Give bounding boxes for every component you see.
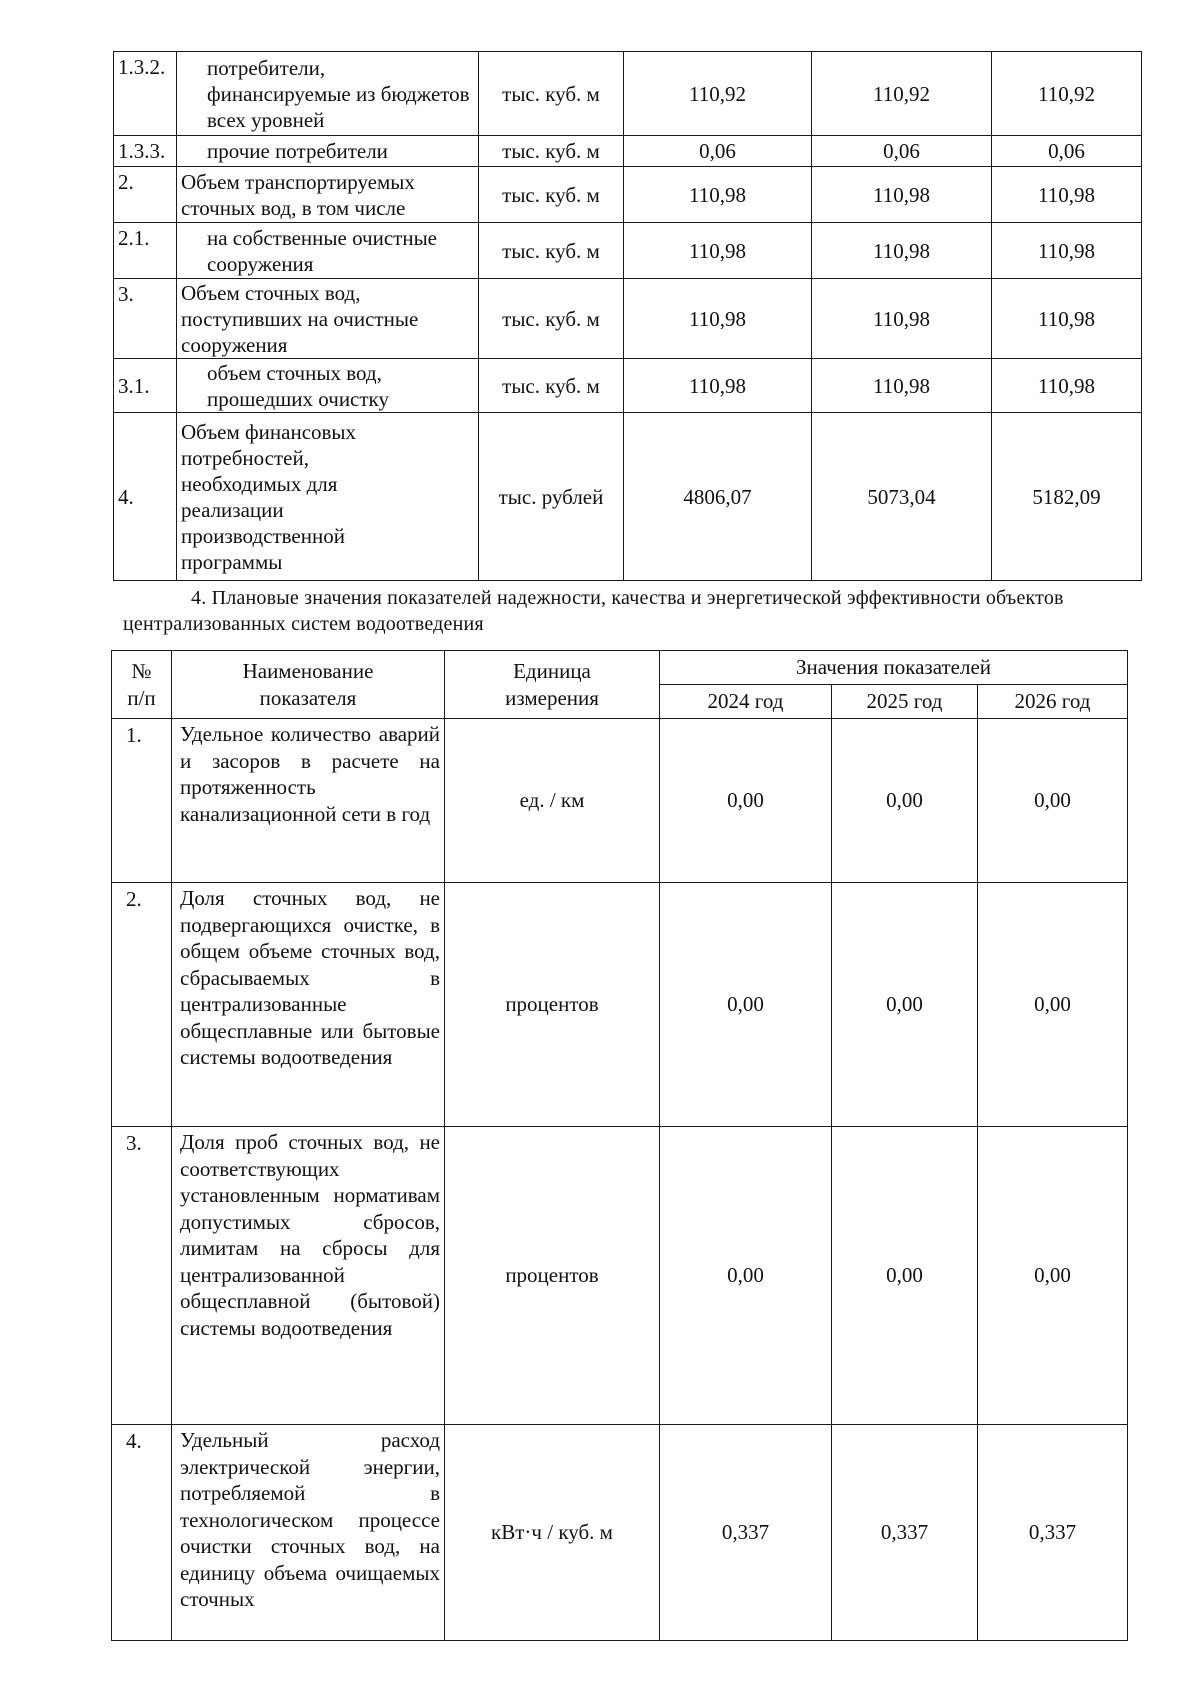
value-2024: 0,00 — [660, 883, 832, 1127]
header-unit: Единица измерения — [445, 651, 660, 719]
row-number: 1.3.3. — [114, 136, 177, 167]
row-unit: ед. / км — [445, 719, 660, 883]
value-2025: 110,98 — [812, 359, 992, 413]
row-name: Объем финансовых потребностей, необходимых для реализации производственной программы — [177, 413, 479, 581]
indicators-table — [111, 650, 1128, 1641]
row-number: 2. — [112, 883, 172, 1127]
row-name: объем сточных вод, прошедших очистку — [177, 359, 479, 413]
row-name: Доля сточных вод, не подвергающихся очистке, в общем объеме сточных вод, сбрасываемых в централизованные общесплавные или бытовые системы водоотведения — [172, 883, 445, 1127]
table-row — [114, 136, 1142, 167]
row-number: 3. — [114, 279, 177, 359]
row-name: потребители, финансируемые из бюджетов всех уровней — [177, 52, 479, 136]
table-row — [114, 167, 1142, 223]
value-2024: 0,00 — [660, 1127, 832, 1425]
value-2025: 110,98 — [812, 167, 992, 223]
table-row — [114, 359, 1142, 413]
row-unit: процентов — [445, 1127, 660, 1425]
row-number: 3. — [112, 1127, 172, 1425]
value-2026: 110,98 — [992, 279, 1142, 359]
section-heading: 4. Плановые значения показателей надежности, качества и энергетической эффективности объектов централизованных систем водоотведения — [123, 587, 1064, 635]
value-2025: 110,98 — [812, 223, 992, 279]
value-2026: 0,06 — [992, 136, 1142, 167]
value-2024: 0,337 — [660, 1425, 832, 1641]
header-year-2026: 2026 год — [978, 685, 1128, 719]
row-number: 2.1. — [114, 223, 177, 279]
row-number: 3.1. — [114, 359, 177, 413]
value-2025: 0,06 — [812, 136, 992, 167]
header-year-2025: 2025 год — [832, 685, 978, 719]
table-row — [112, 719, 1128, 883]
value-2024: 0,06 — [624, 136, 812, 167]
value-2024: 110,92 — [624, 52, 812, 136]
row-unit: тыс. куб. м — [479, 136, 624, 167]
row-name: Удельный расход электрической энергии, потребляемой в технологическом процессе очистки сточных вод, на единицу объема очищаемых сточных — [172, 1425, 445, 1641]
row-unit: тыс. куб. м — [479, 167, 624, 223]
value-2026: 110,92 — [992, 52, 1142, 136]
value-2025: 0,00 — [832, 719, 978, 883]
table-row — [114, 52, 1142, 136]
value-2024: 0,00 — [660, 719, 832, 883]
value-2026: 110,98 — [992, 359, 1142, 413]
value-2025: 110,98 — [812, 279, 992, 359]
value-2025: 0,00 — [832, 1127, 978, 1425]
value-2024: 110,98 — [624, 223, 812, 279]
header-number: № п/п — [112, 651, 172, 719]
row-number: 4. — [114, 413, 177, 581]
table-row — [112, 883, 1128, 1127]
row-unit: кВт·ч / куб. м — [445, 1425, 660, 1641]
value-2026: 0,00 — [978, 719, 1128, 883]
value-2024: 110,98 — [624, 279, 812, 359]
row-name: Объем сточных вод, поступивших на очистные сооружения — [177, 279, 479, 359]
row-unit: тыс. куб. м — [479, 223, 624, 279]
row-unit: тыс. куб. м — [479, 279, 624, 359]
value-2026: 0,337 — [978, 1425, 1128, 1641]
header-row — [112, 651, 1128, 685]
row-unit: тыс. куб. м — [479, 359, 624, 413]
value-2025: 0,337 — [832, 1425, 978, 1641]
table-row — [114, 279, 1142, 359]
value-2025: 110,92 — [812, 52, 992, 136]
table-row — [112, 1127, 1128, 1425]
value-2026: 0,00 — [978, 1127, 1128, 1425]
row-number: 2. — [114, 167, 177, 223]
header-name: Наименование показателя — [172, 651, 445, 719]
table-row — [112, 1425, 1128, 1641]
production-program-table — [113, 51, 1142, 581]
header-values-group: Значения показателей — [660, 651, 1128, 685]
table-row — [114, 413, 1142, 581]
row-number: 4. — [112, 1425, 172, 1641]
row-name: Доля проб сточных вод, не соответствующих установленным нормативам допустимых сбросов, лимитам на сбросы для централизованной общесплавной (бытовой) системы водоотведения — [172, 1127, 445, 1425]
row-unit: тыс. куб. м — [479, 52, 624, 136]
row-name: Удельное количество аварий и засоров в расчете на протяженность канализационной сети в год — [172, 719, 445, 883]
header-year-2024: 2024 год — [660, 685, 832, 719]
row-name: Объем транспортируемых сточных вод, в том числе — [177, 167, 479, 223]
value-2024: 110,98 — [624, 167, 812, 223]
row-name: на собственные очистные сооружения — [177, 223, 479, 279]
value-2024: 110,98 — [624, 359, 812, 413]
row-name: прочие потребители — [177, 136, 479, 167]
table-row — [114, 223, 1142, 279]
row-number: 1.3.2. — [114, 52, 177, 136]
value-2024: 4806,07 — [624, 413, 812, 581]
row-unit: тыс. рублей — [479, 413, 624, 581]
row-unit: процентов — [445, 883, 660, 1127]
value-2026: 0,00 — [978, 883, 1128, 1127]
value-2026: 5182,09 — [992, 413, 1142, 581]
value-2026: 110,98 — [992, 223, 1142, 279]
value-2026: 110,98 — [992, 167, 1142, 223]
value-2025: 5073,04 — [812, 413, 992, 581]
row-number: 1. — [112, 719, 172, 883]
value-2025: 0,00 — [832, 883, 978, 1127]
